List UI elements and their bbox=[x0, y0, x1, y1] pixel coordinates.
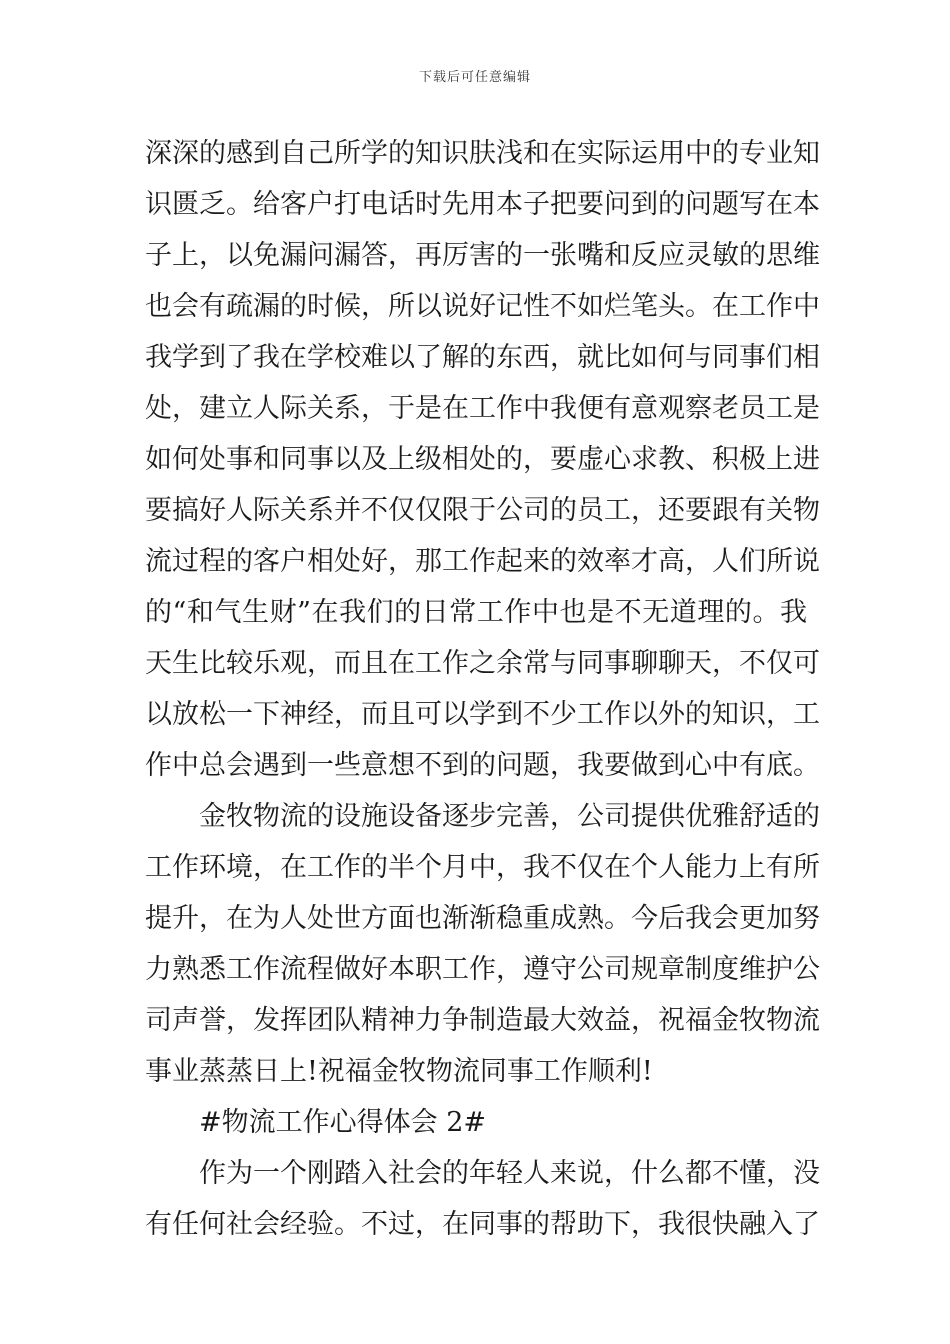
text-line: 处，建立人际关系，于是在工作中我便有意观察老员工是 bbox=[145, 393, 820, 424]
text-line: 有任何社会经验。不过，在同事的帮助下，我很快融入了 bbox=[145, 1209, 820, 1240]
text-line: 如何处事和同事以及上级相处的，要虚心求教、积极上进 bbox=[145, 444, 820, 475]
text-line: 司声誉，发挥团队精神力争制造最大效益，祝福金牧物流 bbox=[145, 1005, 820, 1036]
text-line: 提升，在为人处世方面也渐渐稳重成熟。今后我会更加努 bbox=[145, 903, 820, 934]
heading-text: #物流工作心得体会 2# bbox=[199, 1107, 487, 1138]
page-header: 下载后可任意编辑 bbox=[418, 70, 531, 85]
paragraph bbox=[145, 1148, 820, 1250]
text-line: 流过程的客户相处好，那工作起来的效率才高，人们所说 bbox=[145, 546, 820, 577]
text-line: 作中总会遇到一些意想不到的问题，我要做到心中有底。 bbox=[145, 750, 820, 781]
text-line: 识匮乏。给客户打电话时先用本子把要问到的问题写在本 bbox=[145, 189, 820, 220]
text-line: 我学到了我在学校难以了解的东西，就比如何与同事们相 bbox=[145, 342, 820, 373]
text-line: 金牧物流的设施设备逐步完善，公司提供优雅舒适的 bbox=[199, 801, 820, 832]
text-line: 力熟悉工作流程做好本职工作，遵守公司规章制度维护公 bbox=[145, 954, 820, 985]
text-line: 的“和气生财”在我们的日常工作中也是不无道理的。我 bbox=[145, 597, 807, 628]
document-body bbox=[145, 128, 820, 1250]
section-heading bbox=[145, 1097, 807, 1148]
text-line: 事业蒸蒸日上!祝福金牧物流同事工作顺利! bbox=[145, 1056, 653, 1087]
paragraph bbox=[145, 791, 820, 1097]
text-line: 深深的感到自己所学的知识肤浅和在实际运用中的专业知 bbox=[145, 138, 820, 169]
text-line: 子上，以免漏问漏答，再厉害的一张嘴和反应灵敏的思维 bbox=[145, 240, 820, 271]
text-line: 要搞好人际关系并不仅仅限于公司的员工，还要跟有关物 bbox=[145, 495, 820, 526]
text-line: 天生比较乐观，而且在工作之余常与同事聊聊天，不仅可 bbox=[145, 648, 820, 679]
text-line: 工作环境，在工作的半个月中，我不仅在个人能力上有所 bbox=[145, 852, 820, 883]
text-line: 也会有疏漏的时候，所以说好记性不如烂笔头。在工作中 bbox=[145, 291, 820, 322]
text-line: 作为一个刚踏入社会的年轻人来说，什么都不懂，没 bbox=[199, 1158, 820, 1189]
text-line: 以放松一下神经，而且可以学到不少工作以外的知识，工 bbox=[145, 699, 820, 730]
paragraph bbox=[145, 128, 820, 791]
